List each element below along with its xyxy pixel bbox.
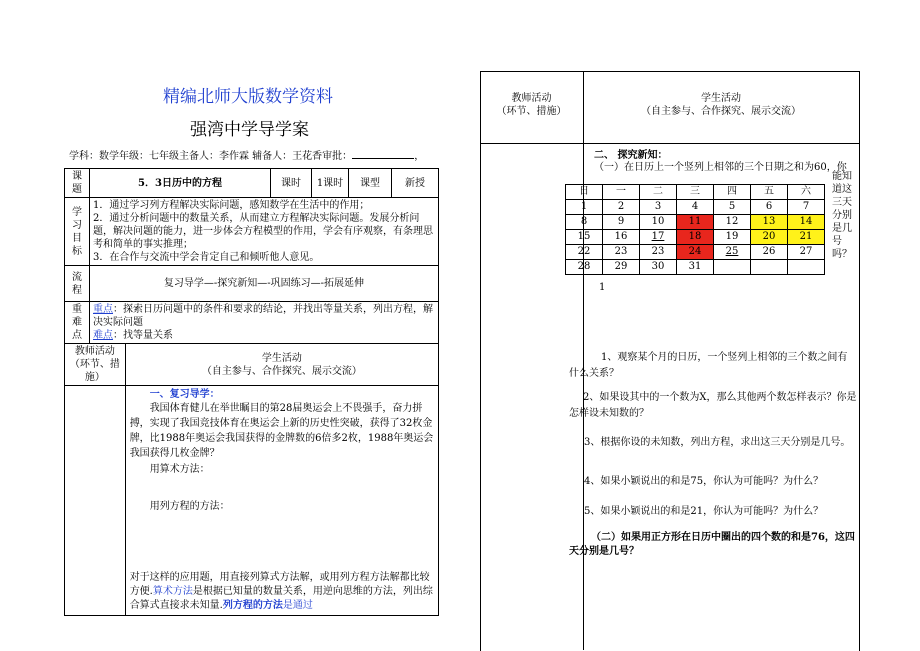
period-value: 1课时 bbox=[312, 169, 349, 198]
review-title: 一、复习导学： bbox=[149, 389, 220, 400]
arith-method: 用算术方法： bbox=[149, 464, 210, 475]
student-column bbox=[125, 386, 438, 616]
calendar-cell: 5 bbox=[714, 200, 751, 215]
calendar-cell-highlight-red: 24 bbox=[677, 245, 714, 260]
side-note: 能知道这三天分别是几号吗？ bbox=[832, 171, 852, 260]
key-label: 重难点 bbox=[65, 302, 90, 344]
goal-item: 3．在合作与交流中学会肯定自己和倾听他人意见。 bbox=[93, 252, 320, 263]
calendar-cell-highlight-yellow: 14 bbox=[788, 215, 825, 230]
right-student-header bbox=[584, 92, 858, 118]
calendar-head: 二 bbox=[640, 185, 677, 200]
topic-label: 课题 bbox=[65, 169, 90, 198]
calendar-cell: 26 bbox=[751, 245, 788, 260]
calendar-cell bbox=[788, 260, 825, 275]
teacher-column bbox=[65, 386, 126, 616]
calendar-cell: 17 bbox=[640, 230, 677, 245]
type-label: 课型 bbox=[349, 169, 392, 198]
goal-item: 1．通过学习列方程解决实际问题，感知数学在生活中的作用； bbox=[93, 200, 370, 211]
calendar-head: 三 bbox=[677, 185, 714, 200]
calendar-cell-highlight-yellow: 20 bbox=[751, 230, 788, 245]
calendar-cell: 7 bbox=[788, 200, 825, 215]
goal-item: 2．通过分析问题中的数量关系，从而建立方程解决实际问题。发展分析问题，解决问题的能力，进一步体会方程模型的作用，学会有序观察，有条理思考和简单的事实推理； bbox=[93, 213, 433, 250]
key-point-tag: 重点 bbox=[93, 304, 113, 315]
period-label: 课时 bbox=[271, 169, 312, 198]
right-student-sub: （自主参与、合作探究、展示交流） bbox=[641, 106, 801, 117]
right-teacher-header bbox=[480, 92, 583, 118]
calendar-cell: 28 bbox=[566, 260, 603, 275]
question-4: 4、如果小颖说出的和是75，你认为可能吗？为什么？ bbox=[584, 476, 824, 487]
question-1: 1、观察某个月的日历，一个竖列上相邻的三个数之间有什么关系？ bbox=[569, 352, 848, 379]
calendar-cell: 6 bbox=[751, 200, 788, 215]
calendar-cell: 1 bbox=[566, 200, 603, 215]
goals-cell bbox=[90, 198, 439, 266]
difficulty-text: ：找等量关系 bbox=[113, 330, 173, 341]
section-title: 二、 探究新知： bbox=[594, 150, 668, 161]
review-text: 我国体育健儿在举世瞩目的第28届奥运会上不畏强手，奋力拼搏，实现了我国竞技体育在奥运会上新的历史性突破，获得了32枚金牌，比1988年奥运会我国获得的金牌数的6倍多2枚，1988年奥运会我国获得几枚金牌？ bbox=[129, 403, 434, 459]
teacher-header bbox=[65, 344, 126, 386]
right-teacher-sub: （环节、措施） bbox=[496, 106, 567, 117]
part-two: （二）如果用正方形在日历中圈出的四个数的和是76，这四天分别是几号？ bbox=[569, 532, 855, 557]
eq-method: 用列方程的方法： bbox=[149, 501, 230, 512]
calendar-head: 五 bbox=[751, 185, 788, 200]
calendar-cell: 2 bbox=[603, 200, 640, 215]
right-student-head: 学生活动 bbox=[701, 93, 741, 104]
calendar-cell: 3 bbox=[640, 200, 677, 215]
calendar-head: 六 bbox=[788, 185, 825, 200]
calendar-cell-highlight-yellow: 21 bbox=[788, 230, 825, 245]
difficulty-tag: 难点 bbox=[93, 330, 113, 341]
school-title: 强湾中学导学案 bbox=[190, 120, 309, 140]
type-value: 新授 bbox=[392, 169, 439, 198]
key-point-text: ：探索日历问题中的条件和要求的结论，并找出等量关系，列出方程，解决实际问题 bbox=[93, 304, 433, 328]
student-head: 学生活动 bbox=[261, 352, 302, 364]
calendar-cell: 30 bbox=[640, 260, 677, 275]
calendar-head: 一 bbox=[603, 185, 640, 200]
process-value: 复习导学—-探究新知—-巩固练习—-拓展延伸 bbox=[90, 266, 439, 302]
calendar-head: 日 bbox=[566, 185, 603, 200]
left-lesson-table bbox=[64, 168, 439, 616]
eq-tag: 列方程的方法 bbox=[222, 600, 283, 611]
question-3: 3、根据你设的未知数，列出方程，求出这三天分别是几号。 bbox=[584, 437, 851, 448]
meta-text: 学科：数学年级：七年级主备人：李作霖 辅备人：王花香审批： bbox=[69, 151, 353, 162]
calendar-cell: 10 bbox=[640, 215, 677, 230]
calendar-cell: 29 bbox=[603, 260, 640, 275]
calendar-cell: 22 bbox=[566, 245, 603, 260]
calendar-cell: 23 bbox=[640, 245, 677, 260]
calendar-cell: 23 bbox=[603, 245, 640, 260]
compare-text: 对于这样的应用题，用直接列算式方法解，或用列方程方法解都比较方便.算术方法是根据已知量的数量关系，用逆向思维的方法，列出综合算式直接求未知量.列方程的方法是通过 bbox=[129, 572, 433, 611]
teacher-sub: （环节、措施） bbox=[69, 359, 120, 383]
calendar-cell-highlight-red: 11 bbox=[677, 215, 714, 230]
calendar-cell: 25 bbox=[714, 245, 751, 260]
calendar-cell: 9 bbox=[603, 215, 640, 230]
calendar-cell: 8 bbox=[566, 215, 603, 230]
student-header bbox=[125, 344, 438, 386]
calendar-head: 四 bbox=[714, 185, 751, 200]
q1-intro: （一）在日历上一个竖列上相邻的三个日期之和为60，你 bbox=[594, 162, 847, 173]
question-2: 2、如果设其中的一个数为X，那么其他两个数怎样表示？你是怎样设未知数的？ bbox=[569, 392, 857, 419]
calendar-cell-highlight-red: 18 bbox=[677, 230, 714, 245]
right-teacher-head: 教师活动 bbox=[511, 93, 552, 104]
topic-value: 5．3日历中的方程 bbox=[90, 169, 271, 198]
calendar-cell: 15 bbox=[566, 230, 603, 245]
arith-tag: 算术方法 bbox=[152, 586, 193, 597]
calendar-cell: 31 bbox=[677, 260, 714, 275]
key-cell bbox=[90, 302, 439, 344]
calendar-cell: 4 bbox=[677, 200, 714, 215]
calendar-cell: 12 bbox=[714, 215, 751, 230]
process-label: 流程 bbox=[65, 266, 90, 302]
student-sub: （自主参与、合作探究、展示交流） bbox=[201, 365, 362, 377]
stray-one: 1 bbox=[599, 282, 606, 293]
brand-title: 精编北师大版数学资料 bbox=[163, 87, 333, 107]
meta-line bbox=[69, 147, 424, 162]
calendar-cell bbox=[714, 260, 751, 275]
calendar-grid bbox=[565, 184, 825, 275]
calendar-cell: 16 bbox=[603, 230, 640, 245]
calendar-cell bbox=[751, 260, 788, 275]
calendar-cell-highlight-yellow: 13 bbox=[751, 215, 788, 230]
calendar-cell: 19 bbox=[714, 230, 751, 245]
meta-tail: ， bbox=[414, 151, 425, 162]
goals-label: 学习目标 bbox=[65, 198, 90, 266]
teacher-head: 教师活动 bbox=[74, 346, 115, 357]
question-5: 5、如果小颖说出的和是21，你认为可能吗？为什么？ bbox=[584, 506, 824, 517]
calendar-cell: 27 bbox=[788, 245, 825, 260]
